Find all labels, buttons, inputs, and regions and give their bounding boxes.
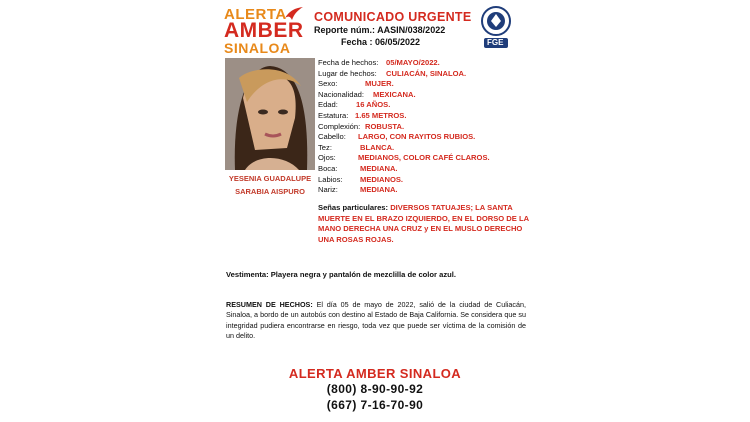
report-header [314,10,471,48]
fact-label: Edad: [318,100,338,110]
fge-seal [478,5,514,49]
fact-label: Fecha de hechos: [318,58,379,67]
report-number: Reporte núm.: AASIN/038/2022 [314,25,446,35]
fact-label: Tez: [318,142,332,152]
alerta-amber-logo [224,6,304,56]
header-title: COMUNICADO URGENTE [314,10,472,24]
distinguishing-marks [318,203,540,245]
fact-value: MEDIANA. [360,185,398,195]
summary-of-events [226,300,526,342]
fact-label: Ojos: [318,153,336,163]
portrait-image [225,58,315,170]
fact-value: MEDIANA. [360,163,398,173]
fact-value: MEDIANOS, COLOR CAFÉ CLAROS. [358,153,490,163]
fact-label: Estatura: [318,110,349,120]
bird-icon [284,6,304,22]
phone-number-1[interactable]: (800) 8-90-90-92 [326,382,424,396]
logo-word-alerta: ALERTA [224,6,287,23]
fact-label: Lugar de hechos: [318,68,377,78]
fact-value: LARGO, CON RAYITOS RUBIOS. [358,132,476,142]
footer-title: ALERTA AMBER SINALOA [288,366,462,381]
fact-value: 1.65 METROS. [355,110,407,120]
resumen-text: El día 05 de mayo de 2022, salió de la ciudad de Culiacán, Sinaloa, a bordo de un autobús con destino al Estado de Baja California. Se considera que su integridad pudiera encontrarse en riesgo, toda vez que puede ser víctima de la comisión de un delito. [226,300,526,341]
person-name-line2: SARABIA AISPURO [235,187,305,196]
person-name [222,172,318,198]
fact-label: Nacionalidad: [318,89,365,99]
fact-label: Cabello: [318,132,346,142]
person-name-line1: YESENIA GUADALUPE [228,174,312,183]
fact-label: Sexo: [318,79,338,89]
seal-label: FGE [487,38,504,47]
logo-word-amber: AMBER [224,19,304,42]
fact-value: ROBUSTA. [365,121,405,131]
logo-word-sinaloa: SINALOA [224,40,291,56]
fact-label: Labios: [318,174,343,184]
resumen-label: RESUMEN DE HECHOS: [226,300,313,309]
report-date: Fecha : 06/05/2022 [341,37,421,47]
senas-label: Señas particulares: [318,203,389,212]
fact-value: CULIACÁN, SINALOA. [386,68,467,78]
fact-label: Boca: [318,163,338,173]
senas-value: DIVERSOS TATUAJES; LA SANTA MUERTE EN EL BRAZO IZQUIERDO, EN EL DORSO DE LA MANO DERECHA UNA CRUZ y EN EL MUSLO DERECHO UNA ROSAS ROJAS. [318,203,529,244]
fact-value: MEXICANA. [373,89,416,99]
clothing-description: Vestimenta: Playera negra y pantalón de mezclilla de color azul. [226,270,457,279]
fact-label: Complexión: [318,121,361,131]
phone-number-2[interactable]: (667) 7-16-70-90 [326,398,424,412]
fact-value: 16 AÑOS. [356,100,391,110]
contact-footer [240,366,510,413]
fact-value: 05/MAYO/2022. [386,58,440,67]
missing-person-photo [225,58,315,170]
fact-value: MEDIANOS. [360,174,404,184]
fact-value: BLANCA. [360,142,395,152]
fact-label: Nariz: [318,185,338,195]
fact-value: MUJER. [365,79,394,89]
